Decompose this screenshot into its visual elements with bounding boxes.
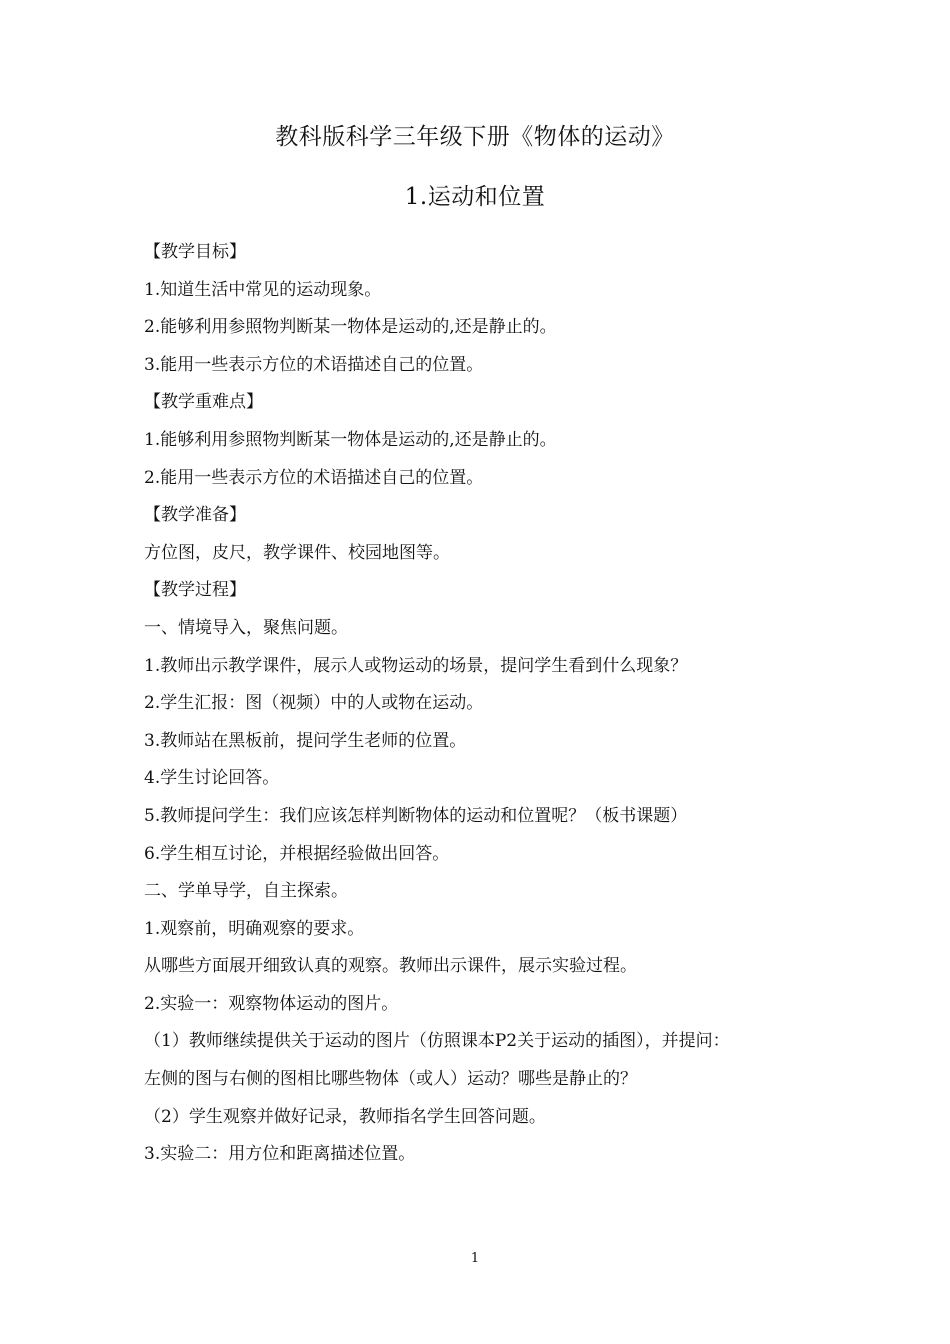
paragraph-line: 1.教师出示教学课件，展示人或物运动的场景，提问学生看到什么现象？ [144,655,688,676]
document-body [144,234,844,1174]
paragraph-line: 2.能够利用参照物判断某一物体是运动的,还是静止的。 [144,317,557,338]
paragraph-line: 2.学生汇报：图（视频）中的人或物在运动。 [144,693,484,714]
section-heading-process: 【教学过程】 [144,580,246,601]
paragraph-line: 6.学生相互讨论，并根据经验做出回答。 [144,843,450,864]
paragraph-line: 3.能用一些表示方位的术语描述自己的位置。 [144,354,484,375]
paragraph-line: （2）学生观察并做好记录，教师指名学生回答问题。 [144,1106,546,1127]
paragraph-line: 1.能够利用参照物判断某一物体是运动的,还是静止的。 [144,429,557,450]
section-heading-preparation: 【教学准备】 [144,505,246,526]
document-title: 教科版科学三年级下册《物体的运动》 [275,124,675,150]
paragraph-line: 5.教师提问学生：我们应该怎样判断物体的运动和位置呢？（板书课题） [144,805,688,826]
paragraph-line: 二、学单导学，自主探索。 [144,881,348,902]
paragraph-line: 方位图，皮尺，教学课件、校园地图等。 [144,542,450,563]
paragraph-line: 一、情境导入，聚焦问题。 [144,617,348,638]
section-heading-objectives: 【教学目标】 [144,242,246,262]
lesson-title: 1.运动和位置 [404,184,546,210]
paragraph-line: （1）教师继续提供关于运动的图片（仿照课本P2关于运动的插图），并提问： [144,1031,730,1052]
paragraph-line: 3.教师站在黑板前，提问学生老师的位置。 [144,730,467,751]
paragraph-line: 1.观察前，明确观察的要求。 [144,918,365,939]
paragraph-line: 从哪些方面展开细致认真的观察。教师出示课件，展示实验过程。 [144,956,637,977]
section-heading-key-points: 【教学重难点】 [144,392,263,413]
paragraph-line: 1.知道生活中常见的运动现象。 [144,279,382,300]
paragraph-line: 左侧的图与右侧的图相比哪些物体（或人）运动？哪些是静止的？ [144,1069,637,1090]
paragraph-line: 4.学生讨论回答。 [144,768,280,789]
paragraph-line: 2.实验一：观察物体运动的图片。 [144,993,399,1014]
paragraph-line: 2.能用一些表示方位的术语描述自己的位置。 [144,467,484,488]
page-number: 1 [470,1251,480,1266]
paragraph-line: 3.实验二：用方位和距离描述位置。 [144,1144,416,1165]
